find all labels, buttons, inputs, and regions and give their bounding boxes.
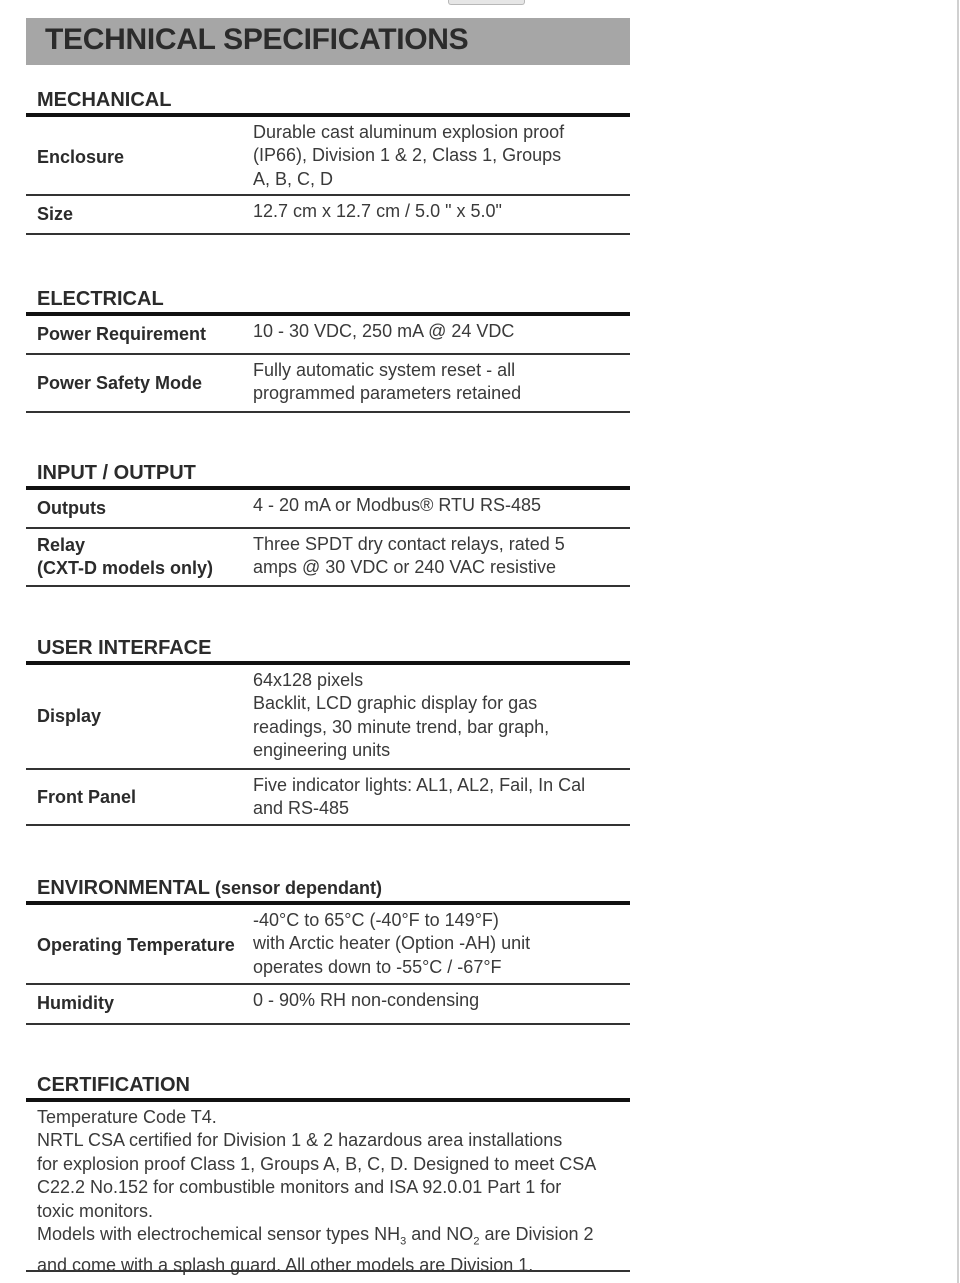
section-heading-sub: (sensor dependant) (209, 878, 382, 898)
section-heading (26, 80, 630, 117)
scroll-tab[interactable] (448, 0, 525, 5)
certification-line: C22.2 No.152 for combustible monitors and ISA 92.0.01 Part 1 for (37, 1177, 562, 1198)
spec-value-line: and RS-485 (253, 798, 350, 819)
certification-line-models (37, 1223, 596, 1254)
title-bar (26, 18, 630, 65)
spec-label-line: (CXT-D models only) (37, 558, 214, 578)
spec-value-line: amps @ 30 VDC or 240 VAC resistive (253, 557, 557, 578)
spec-value-line: operates down to -55°C / -67°F (253, 956, 502, 977)
spec-row-humidity (26, 985, 630, 1025)
spec-value-line: 4 - 20 mA or Modbus® RTU RS-485 (253, 495, 542, 515)
spec-row-outputs (26, 490, 630, 529)
section-heading-main: ENVIRONMENTAL (37, 877, 210, 899)
spec-row-front-panel (26, 770, 630, 826)
spec-value-line: with Arctic heater (Option -AH) unit (253, 933, 531, 954)
spec-value-line: programmed parameters retained (253, 383, 522, 404)
spec-value-line: 0 - 90% RH non-condensing (253, 990, 480, 1010)
section-heading-text: CERTIFICATION (37, 1074, 190, 1096)
spec-value-line: 64x128 pixels (253, 670, 364, 690)
spec-value-line: -40°C to 65°C (-40°F to 149°F) (253, 910, 499, 930)
section-user-interface (26, 628, 630, 826)
spec-row-size (26, 196, 630, 235)
spec-label: Humidity (37, 993, 115, 1013)
page-title: TECHNICAL SPECIFICATIONS (45, 23, 469, 56)
spec-value (253, 121, 564, 191)
spec-label-line: Relay (37, 535, 86, 555)
spec-label: Power Safety Mode (37, 373, 203, 393)
spec-value (253, 909, 530, 979)
section-heading-text: USER INTERFACE (37, 637, 212, 659)
spec-value (253, 533, 565, 580)
spec-label: Enclosure (37, 147, 125, 167)
section-input-output (26, 453, 630, 587)
spec-row-display (26, 665, 630, 770)
models-text: and NO (406, 1224, 474, 1245)
spec-value-line: readings, 30 minute trend, bar graph, (253, 716, 550, 737)
models-text: are Division 2 (479, 1224, 594, 1245)
certification-line: Temperature Code T4. (37, 1107, 217, 1127)
certification-line: NRTL CSA certified for Division 1 & 2 hazardous area installations (37, 1130, 563, 1151)
spec-value-line: 12.7 cm x 12.7 cm / 5.0 " x 5.0" (253, 201, 502, 221)
spec-value-line: A, B, C, D (253, 168, 334, 189)
certification-text (37, 1106, 596, 1277)
spec-value-line: Three SPDT dry contact relays, rated 5 (253, 534, 565, 554)
spec-value (253, 989, 479, 1012)
spec-sheet (26, 18, 630, 1276)
section-heading (26, 868, 630, 905)
spec-row-power-requirement (26, 316, 630, 355)
window-right-border (957, 0, 959, 1283)
subscript: 3 (400, 1235, 407, 1248)
section-heading (26, 279, 630, 316)
spec-value-line: Backlit, LCD graphic display for gas (253, 693, 538, 714)
spec-value (253, 669, 549, 763)
section-electrical (26, 279, 630, 413)
spec-label (37, 534, 213, 580)
spec-row-relay (26, 529, 630, 587)
spec-value-line: (IP66), Division 1 & 2, Class 1, Groups (253, 145, 562, 166)
spec-label: Front Panel (37, 787, 137, 807)
section-heading-text: MECHANICAL (37, 89, 172, 111)
spec-value-line: 10 - 30 VDC, 250 mA @ 24 VDC (253, 321, 515, 341)
section-heading-text (37, 877, 382, 900)
spec-row-enclosure (26, 117, 630, 196)
spec-value (253, 494, 541, 517)
section-heading-text: INPUT / OUTPUT (37, 462, 196, 484)
spec-row-power-safety-mode (26, 355, 630, 413)
section-heading-text: ELECTRICAL (37, 288, 164, 310)
spec-value (253, 359, 521, 406)
certification-line: toxic monitors. (37, 1200, 154, 1221)
spec-row-operating-temperature (26, 905, 630, 985)
spec-label: Outputs (37, 498, 106, 518)
spec-label: Operating Temperature (37, 935, 235, 955)
spec-value-line: Durable cast aluminum explosion proof (253, 122, 565, 142)
spec-value (253, 200, 502, 223)
section-certification (26, 1065, 630, 1276)
spec-value (253, 774, 585, 821)
subscript: 2 (473, 1235, 480, 1248)
spec-label: Display (37, 706, 102, 726)
section-heading (26, 453, 630, 490)
spec-value-line: Fully automatic system reset - all (253, 360, 516, 380)
spec-label: Size (37, 204, 74, 224)
certification-line: for explosion proof Class 1, Groups A, B, C, D. Designed to meet CSA (37, 1153, 597, 1174)
section-environmental (26, 868, 630, 1025)
spec-value-line: engineering units (253, 740, 391, 761)
spec-value (253, 320, 514, 343)
models-text: Models with electrochemical sensor types NH (37, 1224, 401, 1245)
certification-line: and come with a splash guard. All other models are Division 1. (37, 1255, 534, 1276)
section-mechanical (26, 80, 630, 235)
certification-body (26, 1102, 630, 1276)
spec-label: Power Requirement (37, 324, 207, 344)
section-heading (26, 628, 630, 665)
section-heading (26, 1065, 630, 1102)
spec-value-line: Five indicator lights: AL1, AL2, Fail, In Cal (253, 775, 586, 795)
